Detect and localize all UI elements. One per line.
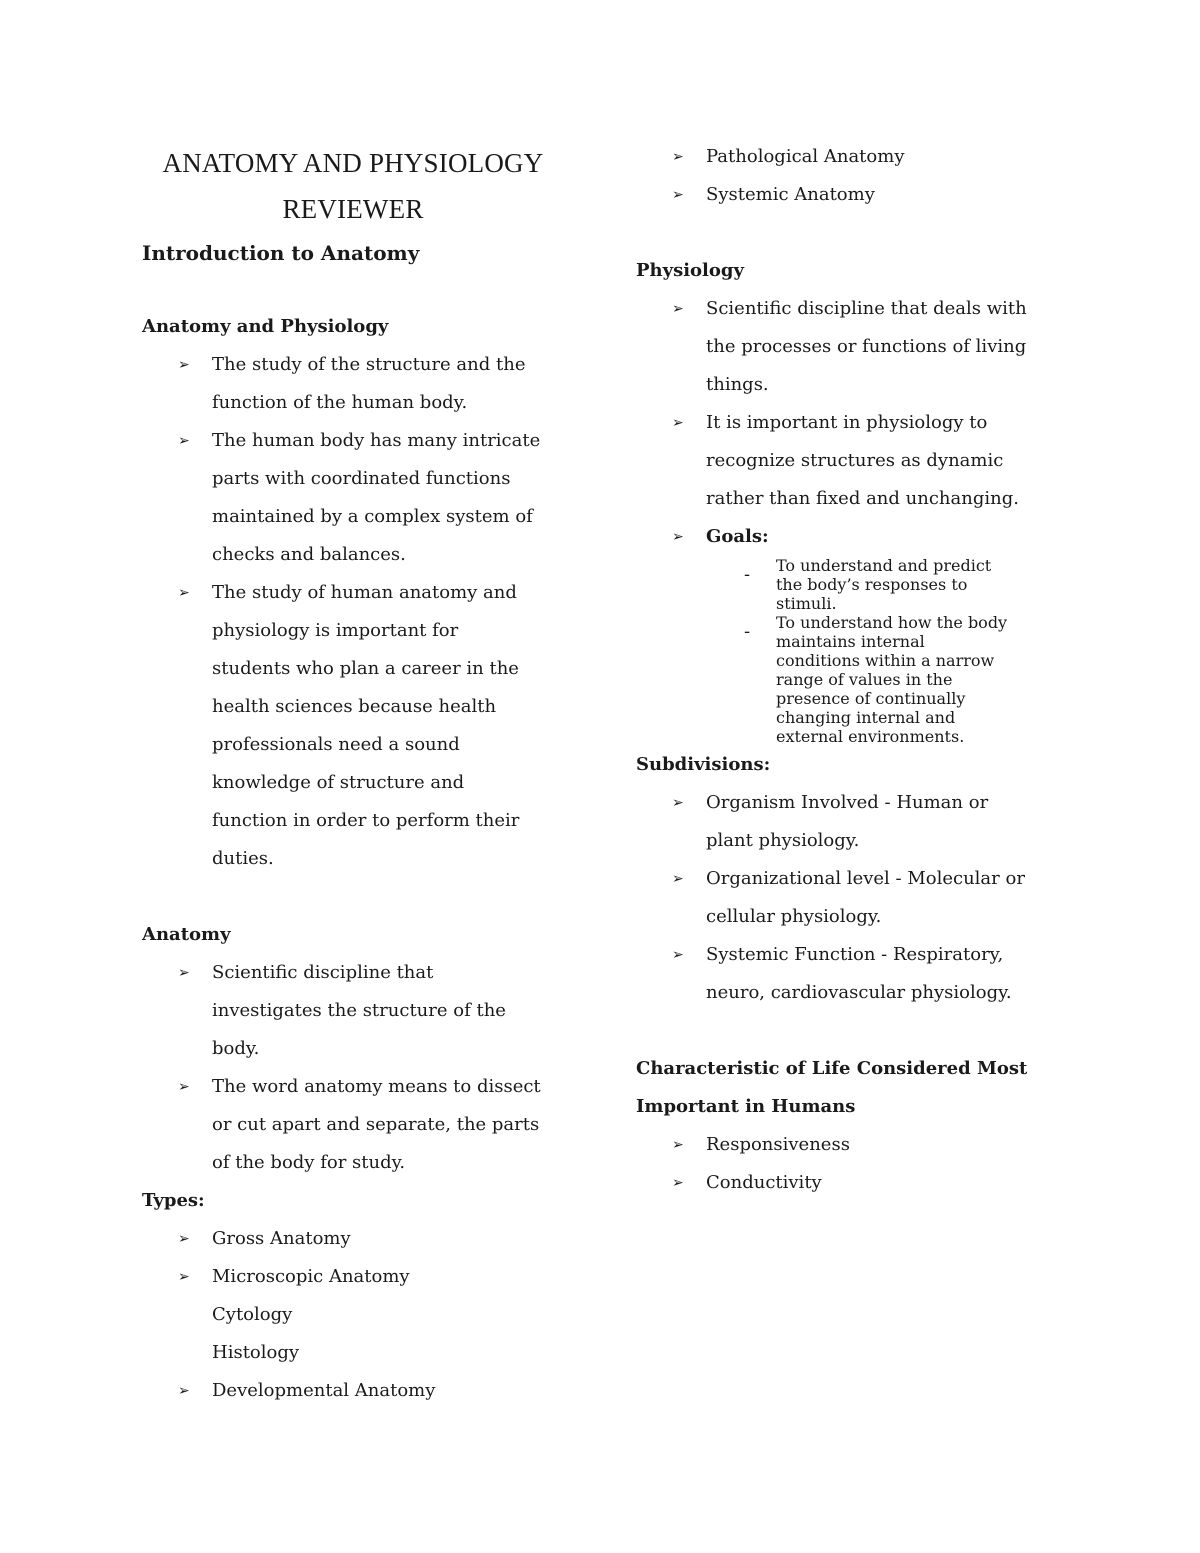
arrow-bullet-icon: ➢ (672, 795, 684, 811)
arrow-bullet-icon: ➢ (672, 415, 684, 431)
list-item: ➢ Systemic Anatomy (636, 176, 1076, 214)
list-item: ➢ The human body has many intricate parts with coordinated functions maintained by a complex system of checks and balances. (142, 422, 582, 574)
characteristics-heading-line-1: Characteristic of Life Considered Most (636, 1058, 1028, 1079)
list-item: ➢ Conductivity (636, 1164, 1076, 1202)
arrow-bullet-icon: ➢ (672, 301, 684, 317)
list-item: ➢ The word anatomy means to dissect or cut apart and separate, the parts of the body for study. (142, 1068, 582, 1182)
arrow-bullet-icon: ➢ (178, 585, 190, 601)
characteristics-heading-line-2: Important in Humans (636, 1096, 856, 1117)
list-item: ➢ Gross Anatomy (142, 1220, 582, 1258)
arrow-bullet-icon: ➢ (672, 1137, 684, 1153)
title-line-1: ANATOMY AND PHYSIOLOGY (162, 148, 544, 178)
subdivisions-heading: Subdivisions: (636, 754, 771, 775)
types-heading: Types: (142, 1190, 205, 1211)
list-item: ➢ Developmental Anatomy (142, 1372, 582, 1410)
list-item (636, 518, 1076, 556)
arrow-bullet-icon: ➢ (178, 433, 190, 449)
dash-bullet-icon: - (744, 621, 751, 642)
list-item: ➢ The study of the structure and the function of the human body. (142, 346, 582, 422)
anatomy-heading: Anatomy (142, 924, 231, 945)
arrow-bullet-icon: ➢ (672, 1175, 684, 1191)
left-column (142, 140, 582, 1410)
list-item: ➢ Systemic Function - Respiratory, neuro, cardiovascular physiology. (636, 936, 1076, 1012)
arrow-bullet-icon: ➢ (178, 1383, 190, 1399)
list-item: ➢ Responsiveness (636, 1126, 1076, 1164)
physiology-heading: Physiology (636, 260, 744, 281)
arrow-bullet-icon: ➢ (672, 529, 684, 545)
right-column (636, 138, 1076, 1202)
arrow-bullet-icon: ➢ (178, 965, 190, 981)
list-item: - To understand how the body maintains internal conditions within a narrow range of values in the presence of continually changing internal and external environments. (744, 613, 1008, 746)
document-title (142, 140, 564, 232)
intro-heading: Introduction to Anatomy (142, 241, 420, 265)
arrow-bullet-icon: ➢ (178, 1079, 190, 1095)
list-item: ➢ Scientific discipline that investigates the structure of the body. (142, 954, 582, 1068)
anat-phys-heading: Anatomy and Physiology (142, 316, 389, 337)
list-item: - To understand and predict the body’s responses to stimuli. (744, 556, 992, 613)
list-item: ➢ Organism Involved - Human or plant physiology. (636, 784, 1076, 860)
arrow-bullet-icon: ➢ (178, 357, 190, 373)
title-line-2: REVIEWER (282, 194, 424, 224)
list-item: ➢ The study of human anatomy and physiology is important for students who plan a career in the health sciences because health professionals need a sound knowledge of structure and function in order to perform their duties. (142, 574, 582, 878)
arrow-bullet-icon: ➢ (672, 149, 684, 165)
arrow-bullet-icon: ➢ (672, 947, 684, 963)
arrow-bullet-icon: ➢ (672, 871, 684, 887)
list-item: ➢ Pathological Anatomy (636, 138, 1076, 176)
list-item: ➢ It is important in physiology to recognize structures as dynamic rather than fixed and unchanging. (636, 404, 1076, 518)
dash-bullet-icon: - (744, 564, 751, 585)
list-item: ➢ Scientific discipline that deals with the processes or functions of living things. (636, 290, 1076, 404)
arrow-bullet-icon: ➢ (178, 1231, 190, 1247)
list-item: ➢ Organizational level - Molecular or cellular physiology. (636, 860, 1076, 936)
list-item: ➢ Microscopic Anatomy (142, 1258, 582, 1296)
arrow-bullet-icon: ➢ (178, 1269, 190, 1285)
goals-label: Goals: (706, 526, 769, 547)
list-item: Cytology Histology (212, 1304, 300, 1363)
arrow-bullet-icon: ➢ (672, 187, 684, 203)
